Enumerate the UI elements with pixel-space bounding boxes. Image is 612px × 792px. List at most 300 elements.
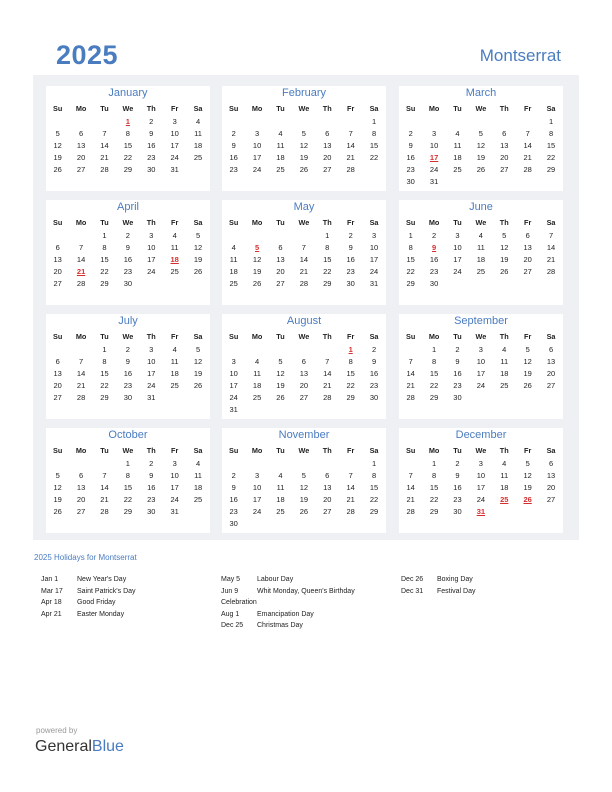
month-august — [222, 314, 386, 419]
day-cell: 8 — [102, 243, 107, 252]
weekday-label: Fr — [346, 446, 355, 455]
day-cell: 24 — [476, 495, 486, 504]
week-row — [46, 230, 210, 242]
day-cell: 10 — [476, 357, 486, 366]
day-cell: 14 — [76, 255, 86, 264]
week-row — [399, 278, 563, 290]
day-cell: 13 — [546, 357, 556, 366]
day-cell: 6 — [502, 129, 507, 138]
week-row — [222, 470, 386, 482]
day-cell: 7 — [408, 357, 413, 366]
day-cell: 12 — [252, 255, 262, 264]
day-cell: 14 — [299, 255, 309, 264]
holiday-item — [221, 574, 391, 586]
day-cell: 7 — [102, 471, 107, 480]
weekday-label: Fr — [346, 104, 355, 113]
day-cell: 27 — [323, 507, 332, 516]
day-cell: 26 — [276, 393, 285, 402]
weekday-label: Sa — [546, 104, 556, 113]
weekday-label: Fr — [523, 218, 532, 227]
day-cell: 13 — [276, 255, 285, 264]
weekday-label: Tu — [100, 446, 109, 455]
day-cell: 4 — [255, 357, 260, 366]
day-cell: 22 — [369, 153, 379, 162]
day-cell: 11 — [500, 357, 509, 366]
day-cell: 5 — [278, 357, 283, 366]
day-cell: 9 — [455, 471, 460, 480]
day-cell: 30 — [123, 393, 133, 402]
empty-cell — [493, 278, 516, 290]
day-cell: 24 — [252, 165, 262, 174]
day-cell: 18 — [170, 369, 179, 378]
day-cell: 12 — [53, 483, 62, 492]
month-name: June — [469, 201, 493, 213]
day-cell: 9 — [455, 357, 460, 366]
weekday-label: We — [475, 218, 487, 227]
day-cell: 16 — [429, 255, 439, 264]
empty-cell — [186, 278, 209, 290]
holiday-day-cell: 9 — [432, 243, 437, 252]
day-cell: 20 — [76, 153, 86, 162]
day-cell: 28 — [100, 165, 109, 174]
day-cell: 10 — [252, 141, 262, 150]
day-cell: 11 — [500, 471, 509, 480]
month-name: March — [465, 87, 497, 99]
holiday-date: May 5 — [221, 576, 241, 583]
week-row — [399, 152, 563, 164]
day-cell: 5 — [195, 345, 201, 354]
day-cell: 5 — [301, 129, 306, 138]
month-name: November — [278, 429, 330, 441]
month-november — [222, 428, 386, 533]
day-cell: 18 — [276, 495, 285, 504]
day-cell: 27 — [53, 393, 62, 402]
week-row — [399, 242, 563, 254]
holiday-day-cell: 26 — [523, 495, 532, 504]
day-cell: 1 — [548, 117, 554, 126]
holiday-day-cell: 25 — [500, 495, 509, 504]
day-cell: 13 — [500, 141, 509, 150]
day-cell: 4 — [455, 129, 460, 138]
week-row — [399, 164, 563, 176]
day-cell: 2 — [125, 231, 130, 240]
holiday-item — [401, 574, 571, 586]
weekday-label: Th — [499, 218, 509, 227]
week-row — [46, 494, 210, 506]
day-cell: 8 — [371, 129, 377, 138]
day-cell: 23 — [406, 165, 415, 174]
day-cell: 2 — [408, 129, 413, 138]
day-cell: 28 — [346, 507, 355, 516]
day-cell: 5 — [525, 459, 530, 468]
weekday-label: Sa — [193, 104, 203, 113]
empty-cell — [222, 230, 245, 242]
day-cell: 14 — [406, 483, 415, 492]
day-cell: 19 — [299, 495, 309, 504]
day-cell: 19 — [523, 483, 532, 492]
day-cell: 27 — [76, 165, 86, 174]
day-cell: 27 — [276, 279, 285, 288]
day-cell: 3 — [149, 345, 154, 354]
day-cell: 7 — [301, 243, 306, 252]
month-name: January — [108, 87, 148, 99]
day-cell: 27 — [323, 165, 332, 174]
day-cell: 20 — [299, 381, 309, 390]
holiday-name: Labour Day — [257, 576, 294, 583]
weekday-label: We — [122, 104, 134, 113]
day-cell: 29 — [429, 393, 439, 402]
month-name: October — [108, 429, 148, 441]
week-row — [222, 404, 386, 416]
day-cell: 15 — [123, 483, 133, 492]
holiday-day-cell: 21 — [76, 267, 86, 276]
empty-cell — [222, 458, 245, 470]
week-row — [46, 506, 210, 518]
empty-cell — [163, 278, 186, 290]
weekday-label: Th — [499, 446, 509, 455]
week-row — [222, 356, 386, 368]
weekday-header — [222, 103, 386, 115]
day-cell: 1 — [125, 459, 130, 468]
month-january — [46, 86, 210, 191]
holiday-column — [41, 574, 211, 620]
empty-cell — [469, 116, 492, 128]
weekday-label: Tu — [453, 332, 462, 341]
day-cell: 14 — [100, 141, 109, 150]
week-row — [46, 128, 210, 140]
day-cell: 28 — [406, 393, 415, 402]
day-cell: 6 — [301, 357, 306, 366]
empty-cell — [316, 344, 339, 356]
day-cell: 2 — [125, 345, 130, 354]
empty-cell — [539, 392, 562, 404]
day-cell: 2 — [149, 459, 154, 468]
day-cell: 19 — [299, 153, 309, 162]
weekday-label: Su — [53, 104, 63, 113]
day-cell: 13 — [53, 255, 62, 264]
weekday-label: Tu — [276, 218, 285, 227]
day-cell: 16 — [123, 255, 133, 264]
empty-cell — [469, 392, 492, 404]
weekday-label: Tu — [453, 218, 462, 227]
day-cell: 3 — [149, 231, 154, 240]
weekday-label: Fr — [346, 332, 355, 341]
holiday-day-cell: 1 — [348, 345, 353, 354]
day-cell: 26 — [252, 279, 262, 288]
day-cell: 14 — [346, 141, 355, 150]
holiday-day-cell: 5 — [255, 243, 260, 252]
month-october — [46, 428, 210, 533]
day-cell: 25 — [170, 267, 179, 276]
empty-cell — [316, 458, 339, 470]
day-cell: 26 — [476, 165, 486, 174]
day-cell: 25 — [500, 381, 509, 390]
day-cell: 17 — [369, 255, 379, 264]
day-cell: 10 — [429, 141, 439, 150]
month-name: September — [454, 315, 508, 327]
month-name: July — [118, 315, 138, 327]
weekday-header — [46, 103, 210, 115]
empty-cell — [516, 116, 539, 128]
day-cell: 21 — [546, 255, 556, 264]
day-cell: 1 — [325, 231, 330, 240]
day-cell: 14 — [406, 369, 415, 378]
weekday-label: Mo — [428, 446, 440, 455]
day-cell: 20 — [546, 483, 556, 492]
day-cell: 18 — [453, 153, 462, 162]
day-cell: 20 — [53, 381, 62, 390]
month-december — [399, 428, 563, 533]
day-cell: 25 — [229, 279, 238, 288]
day-cell: 6 — [548, 459, 554, 468]
weekday-header — [222, 445, 386, 457]
day-cell: 9 — [125, 357, 130, 366]
day-cell: 16 — [406, 153, 415, 162]
day-cell: 25 — [252, 393, 262, 402]
day-cell: 10 — [147, 243, 156, 252]
day-cell: 20 — [323, 495, 332, 504]
day-cell: 1 — [371, 117, 377, 126]
day-cell: 10 — [369, 243, 379, 252]
day-cell: 23 — [369, 381, 379, 390]
day-cell: 14 — [346, 483, 355, 492]
day-cell: 9 — [231, 141, 236, 150]
week-row — [399, 128, 563, 140]
weekday-label: Fr — [523, 104, 532, 113]
day-cell: 25 — [276, 165, 285, 174]
day-cell: 10 — [170, 471, 179, 480]
day-cell: 13 — [323, 141, 332, 150]
day-cell: 8 — [432, 471, 437, 480]
day-cell: 11 — [229, 255, 238, 264]
week-row — [222, 152, 386, 164]
weekday-label: Sa — [369, 104, 379, 113]
holiday-day-cell: 17 — [429, 153, 439, 162]
holiday-date: Mar 17 — [41, 587, 63, 595]
weekday-label: Th — [499, 332, 509, 341]
day-cell: 16 — [147, 483, 156, 492]
weekday-label: Su — [229, 218, 239, 227]
day-cell: 18 — [252, 381, 262, 390]
day-cell: 5 — [478, 129, 483, 138]
empty-cell — [163, 392, 186, 404]
day-cell: 24 — [170, 495, 179, 504]
week-row — [399, 494, 563, 506]
day-cell: 14 — [546, 243, 556, 252]
day-cell: 12 — [500, 243, 509, 252]
empty-cell — [292, 458, 315, 470]
month-june — [399, 200, 563, 305]
day-cell: 23 — [123, 267, 133, 276]
day-cell: 29 — [123, 507, 133, 516]
week-row — [222, 380, 386, 392]
day-cell: 2 — [348, 231, 353, 240]
week-row — [399, 116, 563, 128]
week-row — [399, 392, 563, 404]
day-cell: 4 — [502, 345, 507, 354]
day-cell: 20 — [523, 255, 532, 264]
weekday-label: Su — [406, 332, 416, 341]
day-cell: 19 — [53, 495, 62, 504]
day-cell: 15 — [429, 483, 439, 492]
day-cell: 11 — [170, 357, 179, 366]
day-cell: 21 — [406, 381, 415, 390]
day-cell: 22 — [429, 381, 439, 390]
weekday-header — [399, 331, 563, 343]
day-cell: 12 — [299, 141, 309, 150]
day-cell: 19 — [193, 255, 203, 264]
day-cell: 6 — [55, 243, 60, 252]
day-cell: 28 — [346, 165, 355, 174]
day-cell: 31 — [229, 405, 238, 414]
holiday-item — [221, 586, 391, 598]
empty-cell — [316, 116, 339, 128]
day-cell: 4 — [172, 231, 177, 240]
day-cell: 13 — [323, 483, 332, 492]
day-cell: 7 — [102, 129, 107, 138]
day-cell: 18 — [476, 255, 486, 264]
weekday-label: Tu — [453, 446, 462, 455]
day-cell: 8 — [371, 471, 377, 480]
month-april — [46, 200, 210, 305]
holiday-name: Saint Patrick's Day — [77, 587, 136, 595]
weekday-label: Su — [229, 332, 239, 341]
day-cell: 7 — [525, 129, 530, 138]
day-cell: 22 — [406, 267, 415, 276]
holiday-name: Emancipation Day — [257, 610, 314, 618]
empty-cell — [446, 116, 469, 128]
day-cell: 22 — [323, 267, 332, 276]
day-cell: 8 — [408, 243, 413, 252]
day-cell: 26 — [193, 381, 203, 390]
day-cell: 25 — [170, 381, 179, 390]
weekday-label: Sa — [546, 446, 556, 455]
day-cell: 28 — [100, 507, 109, 516]
day-cell: 28 — [546, 267, 556, 276]
empty-cell — [245, 458, 268, 470]
day-cell: 16 — [346, 255, 355, 264]
empty-cell — [493, 116, 516, 128]
day-cell: 21 — [346, 153, 355, 162]
day-cell: 29 — [546, 165, 556, 174]
day-cell: 25 — [476, 267, 486, 276]
empty-cell — [69, 116, 92, 128]
empty-cell — [339, 518, 362, 530]
day-cell: 3 — [172, 117, 177, 126]
day-cell: 14 — [323, 369, 332, 378]
day-cell: 23 — [429, 267, 439, 276]
day-cell: 11 — [476, 243, 485, 252]
weekday-label: Sa — [546, 332, 556, 341]
week-row — [222, 140, 386, 152]
empty-cell — [446, 278, 469, 290]
day-cell: 2 — [231, 471, 236, 480]
month-name: May — [293, 201, 315, 213]
day-cell: 5 — [55, 471, 60, 480]
day-cell: 19 — [523, 369, 532, 378]
empty-cell — [399, 458, 422, 470]
day-cell: 16 — [453, 483, 462, 492]
week-row — [222, 266, 386, 278]
week-row — [222, 482, 386, 494]
week-row — [46, 380, 210, 392]
week-row — [222, 230, 386, 242]
day-cell: 3 — [255, 129, 260, 138]
day-cell: 27 — [53, 279, 62, 288]
month-may — [222, 200, 386, 305]
day-cell: 15 — [406, 255, 415, 264]
weekday-label: Th — [146, 332, 156, 341]
day-cell: 29 — [406, 279, 415, 288]
weekday-label: We — [298, 104, 310, 113]
holiday-item — [401, 586, 571, 598]
empty-cell — [46, 116, 69, 128]
day-cell: 24 — [252, 507, 262, 516]
holiday-item — [221, 620, 391, 632]
day-cell: 9 — [371, 357, 377, 366]
day-cell: 12 — [523, 471, 532, 480]
week-row — [399, 470, 563, 482]
weekday-label: Mo — [75, 446, 87, 455]
day-cell: 27 — [523, 267, 532, 276]
weekday-label: Su — [53, 446, 63, 455]
day-cell: 6 — [79, 471, 84, 480]
week-row — [46, 344, 210, 356]
day-cell: 15 — [100, 255, 109, 264]
day-cell: 16 — [147, 141, 156, 150]
empty-cell — [316, 518, 339, 530]
day-cell: 10 — [147, 357, 156, 366]
day-cell: 25 — [276, 507, 285, 516]
day-cell: 7 — [408, 471, 413, 480]
week-row — [399, 230, 563, 242]
day-cell: 2 — [371, 345, 377, 354]
weekday-label: We — [298, 332, 310, 341]
day-cell: 19 — [500, 255, 509, 264]
day-cell: 7 — [348, 471, 353, 480]
day-cell: 7 — [548, 231, 554, 240]
week-row — [222, 344, 386, 356]
week-row — [46, 164, 210, 176]
day-cell: 21 — [346, 495, 355, 504]
day-cell: 1 — [432, 345, 437, 354]
empty-cell — [446, 176, 469, 188]
empty-cell — [93, 458, 116, 470]
day-cell: 15 — [369, 483, 379, 492]
day-cell: 12 — [193, 243, 203, 252]
day-cell: 9 — [348, 243, 353, 252]
holiday-name: New Year's Day — [77, 576, 127, 583]
weekday-label: Sa — [193, 332, 203, 341]
day-cell: 24 — [369, 267, 379, 276]
weekday-label: Mo — [428, 332, 440, 341]
weekday-label: Tu — [453, 104, 462, 113]
generalblue-logo[interactable] — [35, 738, 124, 756]
month-september — [399, 314, 563, 419]
empty-cell — [316, 404, 339, 416]
empty-cell — [516, 176, 539, 188]
day-cell: 6 — [55, 357, 60, 366]
day-cell: 3 — [231, 357, 236, 366]
empty-cell — [245, 344, 268, 356]
week-row — [46, 254, 210, 266]
day-cell: 17 — [170, 483, 179, 492]
day-cell: 4 — [172, 345, 177, 354]
month-july — [46, 314, 210, 419]
day-cell: 21 — [523, 153, 532, 162]
day-cell: 30 — [147, 165, 156, 174]
day-cell: 21 — [100, 495, 109, 504]
